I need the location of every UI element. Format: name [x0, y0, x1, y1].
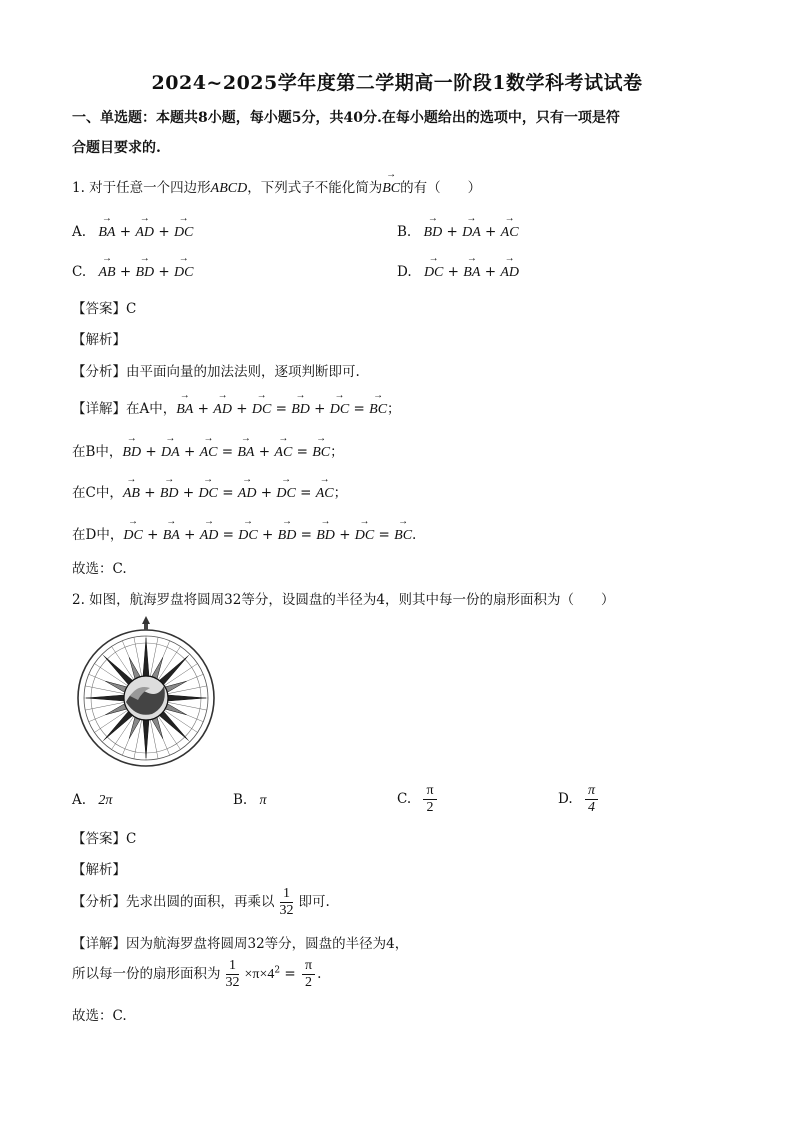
- vector: → DC: [276, 486, 295, 502]
- xiangjie-tag: 【详解】: [72, 936, 126, 952]
- q1-detail-d: [72, 523, 416, 544]
- option-label: A.: [72, 792, 87, 808]
- section-instructions-line1: 一、单选题：本题共8小题，每小题5分，共40分.在每小题给出的选项中，只有一项是符: [72, 110, 620, 126]
- answer-tag: 【答案】: [72, 831, 126, 847]
- operator: +: [260, 485, 273, 501]
- vector: → BD: [316, 528, 335, 544]
- q2-option-a: [72, 792, 112, 809]
- operator: +: [258, 444, 271, 460]
- fraction-numerator: π: [423, 783, 436, 800]
- detail-end: ；: [333, 485, 348, 501]
- vector: → AC: [316, 486, 334, 502]
- operator: =: [222, 527, 234, 543]
- answer-value: C: [126, 831, 137, 847]
- operator: +: [144, 485, 156, 501]
- detail-prefix: 在B中，: [72, 444, 123, 460]
- q1-answer: [72, 297, 136, 317]
- detail-end: ；: [330, 444, 344, 460]
- q1-target-vector: → BC: [382, 181, 400, 197]
- fraction-denominator: 2: [305, 975, 313, 990]
- option-value: 2π: [98, 793, 113, 808]
- fenxi-tag: 【分析】: [72, 364, 126, 380]
- vector: → DA: [462, 225, 481, 241]
- fraction-denominator: 32: [225, 975, 240, 990]
- answer-value: C: [126, 301, 137, 317]
- q2-analysis-tag: 【解析】: [72, 862, 126, 878]
- q1-detail-c: [72, 481, 347, 502]
- vector: → BC: [312, 445, 330, 461]
- option-label: C.: [397, 791, 412, 807]
- operator: =: [275, 401, 287, 417]
- operator: +: [145, 444, 157, 460]
- vector: → AD: [500, 265, 519, 281]
- operator: +: [147, 527, 159, 543]
- vector: → AD: [213, 402, 232, 418]
- fraction-denominator: 32: [279, 903, 294, 918]
- vector: → AC: [200, 445, 218, 461]
- vector: → AD: [135, 225, 154, 241]
- fenxi-tag: 【分析】: [72, 894, 126, 910]
- fenxi-text-end: 即可.: [298, 894, 330, 910]
- option-label: D.: [397, 264, 412, 280]
- q2-calculation: [72, 958, 321, 991]
- vector: → DC: [330, 402, 349, 418]
- option-value: π: [259, 793, 267, 808]
- option-label: C.: [72, 264, 87, 280]
- vector: → DC: [424, 265, 443, 281]
- xiangjie-tag: 【详解】: [72, 401, 126, 417]
- calc-middle: ×π×4: [244, 967, 275, 982]
- detail-prefix: 在D中，: [72, 527, 124, 543]
- vector: → AC: [274, 445, 292, 461]
- operator: +: [314, 401, 326, 417]
- vector: → BD: [424, 225, 443, 241]
- vector: → BA: [176, 402, 193, 418]
- detail-expression: [122, 444, 330, 460]
- operator: +: [182, 485, 195, 501]
- vector: → BA: [463, 265, 480, 281]
- operator: +: [183, 444, 196, 460]
- detail-end: ；: [387, 401, 401, 417]
- calc-exponent: 2: [274, 965, 281, 976]
- vector: → DC: [198, 486, 217, 502]
- q1-stem-prefix: 1. 对于任意一个四边形: [72, 180, 211, 196]
- q1-option-c: C. → AB + → BD + → DC: [72, 264, 193, 281]
- operator: =: [378, 527, 390, 543]
- vector: → BD: [160, 486, 179, 502]
- fraction-denominator: 4: [587, 800, 595, 815]
- q1-option-a: A. → BA + → AD + → DC: [72, 224, 193, 241]
- vector: → BD: [278, 528, 297, 544]
- operator: +: [339, 527, 351, 543]
- q1-stem-mid: ，下列式子不能化简为: [247, 180, 383, 196]
- vector: → DC: [174, 265, 193, 281]
- option-label: D.: [558, 791, 573, 807]
- operator: +: [184, 527, 196, 543]
- xiangjie-text: 因为航海罗盘将圆周32等分，圆盘的半径为4，: [126, 936, 409, 952]
- vector: → AD: [238, 486, 257, 502]
- vector: → BA: [237, 445, 254, 461]
- detail-expression: [123, 527, 412, 543]
- q2-fenxi: [72, 886, 330, 919]
- operator: =: [300, 527, 312, 543]
- operator: =: [222, 485, 234, 501]
- detail-expression: [176, 401, 387, 417]
- operator: =: [300, 485, 312, 501]
- option-label: B.: [233, 792, 248, 808]
- vector: → DC: [355, 528, 374, 544]
- vector: → BC: [394, 528, 412, 544]
- fraction-numerator: π: [302, 958, 315, 975]
- detail-end: .: [412, 527, 417, 543]
- q1-conclusion: 故选：C.: [72, 561, 127, 577]
- compass-rose-image: [72, 616, 220, 768]
- detail-prefix: 在A中，: [126, 401, 177, 417]
- q2-option-d: [558, 783, 600, 816]
- fraction-numerator: 1: [280, 886, 293, 903]
- calc-prefix: 所以每一份的扇形面积为: [72, 966, 221, 982]
- operator: +: [262, 527, 274, 543]
- vector: → BA: [163, 528, 180, 544]
- vector: → DC: [123, 528, 142, 544]
- q1-detail-b: [72, 440, 344, 461]
- operator: =: [296, 444, 308, 460]
- vector: → AB: [98, 265, 115, 281]
- q1-fenxi: [72, 360, 360, 380]
- q2-answer: [72, 827, 136, 847]
- fenxi-text: 由平面向量的加法法则，逐项判断即可.: [126, 364, 360, 380]
- vector: → DC: [238, 528, 257, 544]
- q2-option-b: [233, 792, 267, 809]
- detail-prefix: 在C中，: [72, 485, 123, 501]
- q2-stem: 2. 如图，航海罗盘将圆周32等分，设圆盘的半径为4，则其中每一份的扇形面积为（ ）: [72, 592, 615, 608]
- option-label: B.: [397, 224, 412, 240]
- vector: → BD: [291, 402, 310, 418]
- calc-equals: =: [280, 966, 300, 982]
- q1-option-d: D. → DC + → BA + → AD: [397, 264, 519, 281]
- vector: → AB: [123, 486, 140, 502]
- section-instructions-line2: 合题目要求的.: [72, 140, 161, 156]
- detail-expression: [123, 485, 334, 501]
- q2-option-c: [397, 783, 439, 816]
- vector: → DC: [174, 225, 193, 241]
- page-title: 2024~2025学年度第二学期高一阶段1数学科考试试卷: [151, 72, 643, 94]
- q1-detail-a: [72, 397, 401, 418]
- fenxi-text: 先求出圆的面积，再乘以: [126, 894, 275, 910]
- q2-xiangjie: [72, 932, 408, 952]
- vector: → BC: [369, 402, 387, 418]
- fraction-numerator: 1: [226, 958, 239, 975]
- q1-option-b: B. → BD + → DA + → AC: [397, 224, 519, 241]
- operator: =: [221, 444, 234, 460]
- q1-stem: [72, 176, 481, 197]
- calc-end: .: [317, 966, 322, 982]
- q1-analysis-tag: 【解析】: [72, 332, 126, 348]
- fraction-numerator: π: [585, 783, 598, 800]
- q2-conclusion: 故选：C.: [72, 1008, 127, 1024]
- vector: → BD: [122, 445, 141, 461]
- vector: → AD: [200, 528, 219, 544]
- vector: → BA: [98, 225, 115, 241]
- operator: +: [197, 401, 209, 417]
- vector: → DA: [161, 445, 180, 461]
- option-label: A.: [72, 224, 87, 240]
- q1-stem-suffix: 的有（ ）: [400, 180, 482, 196]
- operator: =: [353, 401, 365, 417]
- q1-quad: ABCD: [210, 181, 248, 196]
- answer-tag: 【答案】: [72, 301, 126, 317]
- vector: → BD: [135, 265, 154, 281]
- vector: → AC: [501, 225, 519, 241]
- operator: +: [236, 401, 248, 417]
- vector: → DC: [252, 402, 271, 418]
- fraction-denominator: 2: [426, 800, 434, 815]
